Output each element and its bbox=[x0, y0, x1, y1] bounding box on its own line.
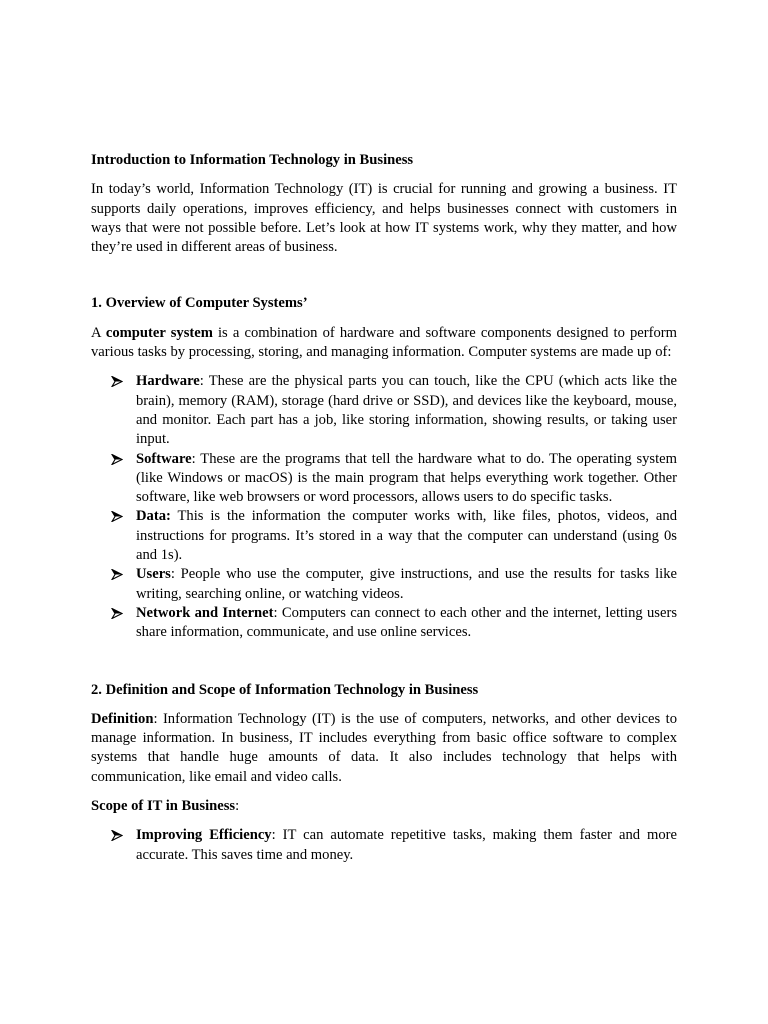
section2-heading: 2. Definition and Scope of Information Technology in Business bbox=[91, 681, 479, 698]
document-page bbox=[91, 151, 677, 865]
scope-term: Scope of IT in Business bbox=[91, 798, 236, 815]
arrowhead-bullet-icon bbox=[111, 565, 123, 584]
list-item bbox=[91, 372, 677, 449]
item-text: Computers can connect to each other and the internet, letting users share information, communicate, and use online services. bbox=[136, 604, 677, 641]
item-term: Users bbox=[136, 566, 171, 583]
item-text: These are the programs that tell the hardware what to do. The operating system (like Windows or macOS) is the main program that helps everything work together. Other software, like web browsers or word processors, allows users to do specific tasks. bbox=[136, 450, 677, 506]
definition-text: : Information Technology (IT) is the use of computers, networks, and other devices to manage information. In business, IT includes everything from basic office software to complex systems that handle huge amounts of data. It also includes technology that helps with communication, like email and video calls. bbox=[91, 710, 677, 785]
item-sep: : bbox=[191, 450, 196, 467]
list-item bbox=[91, 507, 677, 565]
item-sep: : bbox=[273, 604, 278, 621]
item-text: People who use the computer, give instructions, and use the results for tasks like writing, searching online, or watching videos. bbox=[136, 566, 677, 602]
lead-rest: is a combination of hardware and software components designed to perform various tasks by processing, storing, and managing information. Computer systems are made up of: bbox=[91, 324, 677, 361]
section1-lead-paragraph bbox=[91, 324, 677, 363]
item-term: Data: bbox=[136, 508, 171, 525]
arrowhead-bullet-icon bbox=[111, 826, 123, 845]
scope-label bbox=[91, 797, 677, 816]
section1-list bbox=[91, 372, 677, 642]
item-term: Software bbox=[136, 450, 192, 467]
item-text: IT can automate repetitive tasks, making them faster and more accurate. This saves time and money. bbox=[136, 827, 677, 863]
section1-heading: 1. Overview of Computer Systems’ bbox=[91, 295, 308, 312]
definition-paragraph bbox=[91, 710, 677, 787]
list-item bbox=[91, 826, 677, 865]
item-sep: : bbox=[271, 827, 276, 844]
item-term: Network and Internet bbox=[136, 604, 274, 621]
list-item bbox=[91, 604, 677, 643]
scope-colon: : bbox=[235, 798, 240, 815]
item-text: These are the physical parts you can touch, like the CPU (which acts like the brain), memory (RAM), storage (hard drive or SSD), and devices like the keyboard, mouse, and monitor. Each part has a job, like storing information, showing results, or taking user input. bbox=[136, 373, 677, 448]
arrowhead-bullet-icon bbox=[111, 450, 123, 469]
item-sep: : bbox=[170, 566, 175, 583]
lead-term: computer system bbox=[105, 324, 213, 341]
definition-term: Definition bbox=[91, 710, 154, 727]
list-item bbox=[91, 565, 677, 604]
item-sep: : bbox=[199, 373, 204, 390]
section2-list bbox=[91, 826, 677, 865]
list-item bbox=[91, 450, 677, 508]
intro-heading: Introduction to Information Technology in Business bbox=[91, 152, 414, 168]
item-term: Hardware bbox=[136, 373, 200, 390]
arrowhead-bullet-icon bbox=[111, 604, 123, 623]
item-term: Improving Efficiency bbox=[136, 827, 272, 844]
item-text: This is the information the computer works with, like files, photos, videos, and instructions for programs. It’s stored in a way that the computer can understand (using 0s and 1s). bbox=[136, 508, 677, 564]
lead-prefix: A bbox=[91, 324, 106, 341]
arrowhead-bullet-icon bbox=[111, 372, 123, 391]
intro-paragraph: In today’s world, Information Technology (IT) is crucial for running and growing a business. IT supports daily operations, improves efficiency, and helps businesses connect with customers in ways that were not possible before. Let’s look at how IT systems work, why they matter, and how they’re used in different areas of business. bbox=[91, 181, 677, 256]
arrowhead-bullet-icon bbox=[111, 507, 123, 526]
